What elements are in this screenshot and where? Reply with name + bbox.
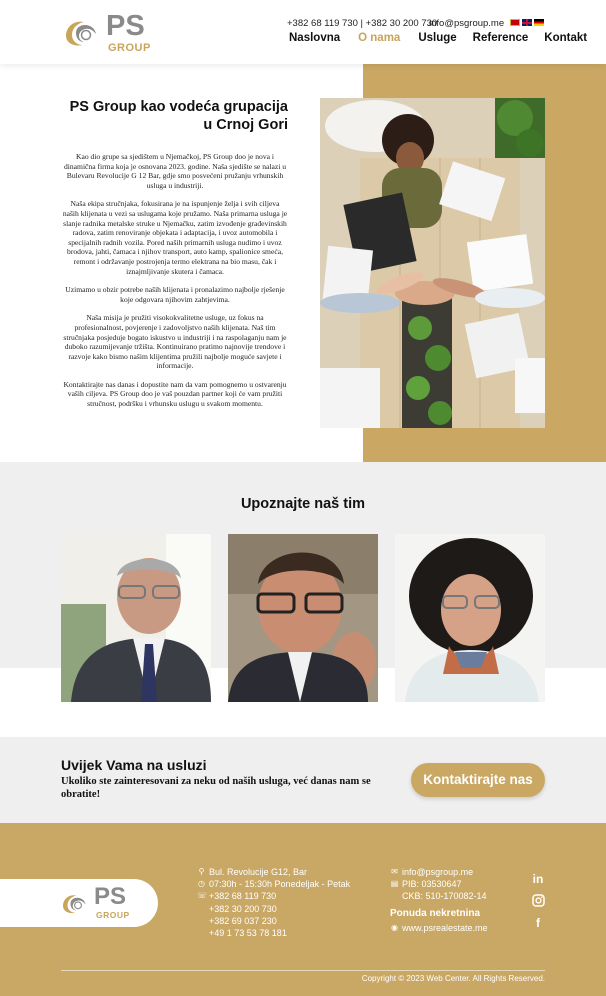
- nav-item-naslovna[interactable]: Naslovna: [289, 32, 341, 44]
- site-header: [0, 0, 606, 64]
- cta-text: Ukoliko ste zainteresovani za neku od naših usluga, već danas nam se obratite!: [61, 776, 371, 800]
- footer-phone[interactable]: [197, 927, 350, 939]
- header-email[interactable]: info@psgroup.me: [429, 18, 505, 29]
- header-phones[interactable]: +382 68 119 730 | +382 30 200 730: [287, 18, 438, 29]
- instagram-icon[interactable]: [531, 894, 545, 908]
- team-member-photo: [395, 534, 545, 702]
- de-flag-icon[interactable]: [534, 19, 544, 26]
- team-member-3-portrait: [395, 534, 545, 702]
- about-paragraph: Naša misija je pružiti visokokvalitetne usluge, uz fokus na profesionalnost, povjerenje i zadovoljstvo naših klijenata. Naš tim stručnjaka posjeduje bogato iskustvo u industriji i na raspolaganju nam je duboko razumijevanje tržišta. Kontinuirano pratimo najnovije trendove i razvoje kako bismo našim klijentima pružili najbolje moguće savjete i informacije.: [63, 313, 287, 371]
- footer-logo-ps: PS: [94, 883, 127, 910]
- footer-pib: [390, 878, 488, 890]
- team-member-photo: [228, 534, 378, 702]
- about-text: [62, 152, 288, 418]
- main-nav: [289, 32, 587, 44]
- nav-item-usluge[interactable]: Usluge: [418, 32, 457, 44]
- footer-phone-text[interactable]: +382 69 037 230: [209, 915, 277, 926]
- envelope-icon: ✉: [391, 867, 398, 876]
- language-switcher: [510, 19, 544, 26]
- footer-phone-text[interactable]: +382 30 200 730: [209, 903, 277, 914]
- footer-phone-text[interactable]: +382 68 119 730: [209, 891, 277, 902]
- copyright: Copyright © 2023 Web Center. All Rights Reserved.: [361, 974, 545, 983]
- footer-hours-text: 07:30h - 15:30h Ponedeljak - Petak: [209, 879, 351, 890]
- globe-icon: ◉: [391, 922, 398, 932]
- team-member-photo: [61, 534, 211, 702]
- logo-group: GROUP: [108, 42, 151, 54]
- cta-title: Uvijek Vama na usluzi: [61, 757, 207, 773]
- logo-mark-icon: [62, 14, 102, 50]
- team-member-2-portrait: [228, 534, 378, 702]
- facebook-icon[interactable]: f: [536, 916, 540, 930]
- social-links: [531, 872, 545, 938]
- contact-us-button[interactable]: Kontaktirajte nas: [411, 763, 545, 797]
- footer-ckb-text: CKB: 510-170082-14: [402, 891, 487, 902]
- nav-item-o-nama[interactable]: O nama: [358, 32, 401, 44]
- gb-flag-icon[interactable]: [522, 19, 532, 26]
- team-title: Upoznajte naš tim: [240, 496, 366, 512]
- about-paragraph: Uzimamo u obzir potrebe naših klijenata i pronalazimo najbolje rješenje koje odgovara njihovim zahtjevima.: [65, 285, 285, 304]
- logo[interactable]: [62, 12, 154, 56]
- footer-email[interactable]: [390, 866, 488, 878]
- about-paragraph: Naša ekipa stručnjaka, fokusirana je na ispunjenje želja i svih ciljeva naših klijenata u vezi sa uslugama koje pružamo. Naša primarna usluga je slanje radnika metalske struke u Njemačku, zatim izvođenje građevinskih radova, zatim renoviranje objekata i adaptacija, i uvoz automobila i specijalnih radnih vozila. Pored naših primarnih usluga nudimo i uvoz brodova, jahti, čamaca i njihov transport, auto kamp, spalionice smeća, remont i održavanje postrojenja termo elektrana na bio masu, čak i iznajmljivanje skutera i čamaca.: [62, 199, 288, 276]
- footer-address: [197, 866, 350, 878]
- footer-real-estate-title: Ponuda nekretnina: [390, 907, 481, 919]
- logo-ps: PS: [106, 10, 145, 42]
- nav-item-reference[interactable]: Reference: [472, 32, 529, 44]
- phone-icon: ☏: [197, 891, 208, 901]
- clock-icon: ◷: [198, 879, 205, 889]
- location-pin-icon: ⚲: [198, 867, 205, 876]
- footer-company-column: [390, 866, 488, 934]
- footer-hours: [197, 878, 350, 890]
- card-icon: ▤: [390, 879, 399, 889]
- footer-pib-text: PIB: 03530647: [402, 879, 462, 890]
- footer-ckb: [390, 890, 488, 902]
- teamwork-photo: [320, 98, 545, 428]
- about-paragraph: Kao dio grupe sa sjedištem u Njemačkoj, PS Group doo je nova i dinamična firma koja je osnovana 2023. godine. Naša sjedište se nalazi u Bulevaru Revolucije G 12 Bar, gdje smo posvećeni pružanju vrhunskih usluga u industriji.: [63, 152, 287, 190]
- footer-phone[interactable]: [197, 915, 350, 927]
- footer-email-text[interactable]: info@psgroup.me: [402, 867, 474, 877]
- footer-logo-group: GROUP: [96, 910, 130, 920]
- footer-real-estate-link[interactable]: [390, 922, 488, 934]
- footer-phone[interactable]: [197, 903, 350, 915]
- team-member-1-portrait: [61, 534, 211, 702]
- about-title: PS Group kao vodeća grupacija u Crnoj Gori: [69, 99, 288, 133]
- footer-divider: [61, 970, 545, 971]
- footer-address-text: Bul. Revolucije G12, Bar: [209, 867, 308, 877]
- footer-contact-column: [197, 866, 350, 939]
- about-paragraph: Kontaktirajte nas danas i dopustite nam da vam pomognemo u ostvarenju vaših ciljeva. PS Group doo je vaš pouzdan partner koji će vam pružiti stručnost, podršku i vrhunsku uslugu u svakom momentu.: [63, 379, 287, 409]
- linkedin-icon[interactable]: in: [532, 872, 544, 886]
- footer-real-estate-link-text[interactable]: www.psrealestate.me: [402, 922, 488, 933]
- footer-logo-mark-icon: [60, 889, 90, 917]
- footer-phone-text[interactable]: +49 1 73 53 78 181: [209, 928, 287, 939]
- nav-item-kontakt[interactable]: Kontakt: [544, 32, 588, 44]
- teamwork-illustration: [320, 98, 545, 428]
- footer-phone[interactable]: [197, 890, 350, 902]
- me-flag-icon[interactable]: [510, 19, 520, 26]
